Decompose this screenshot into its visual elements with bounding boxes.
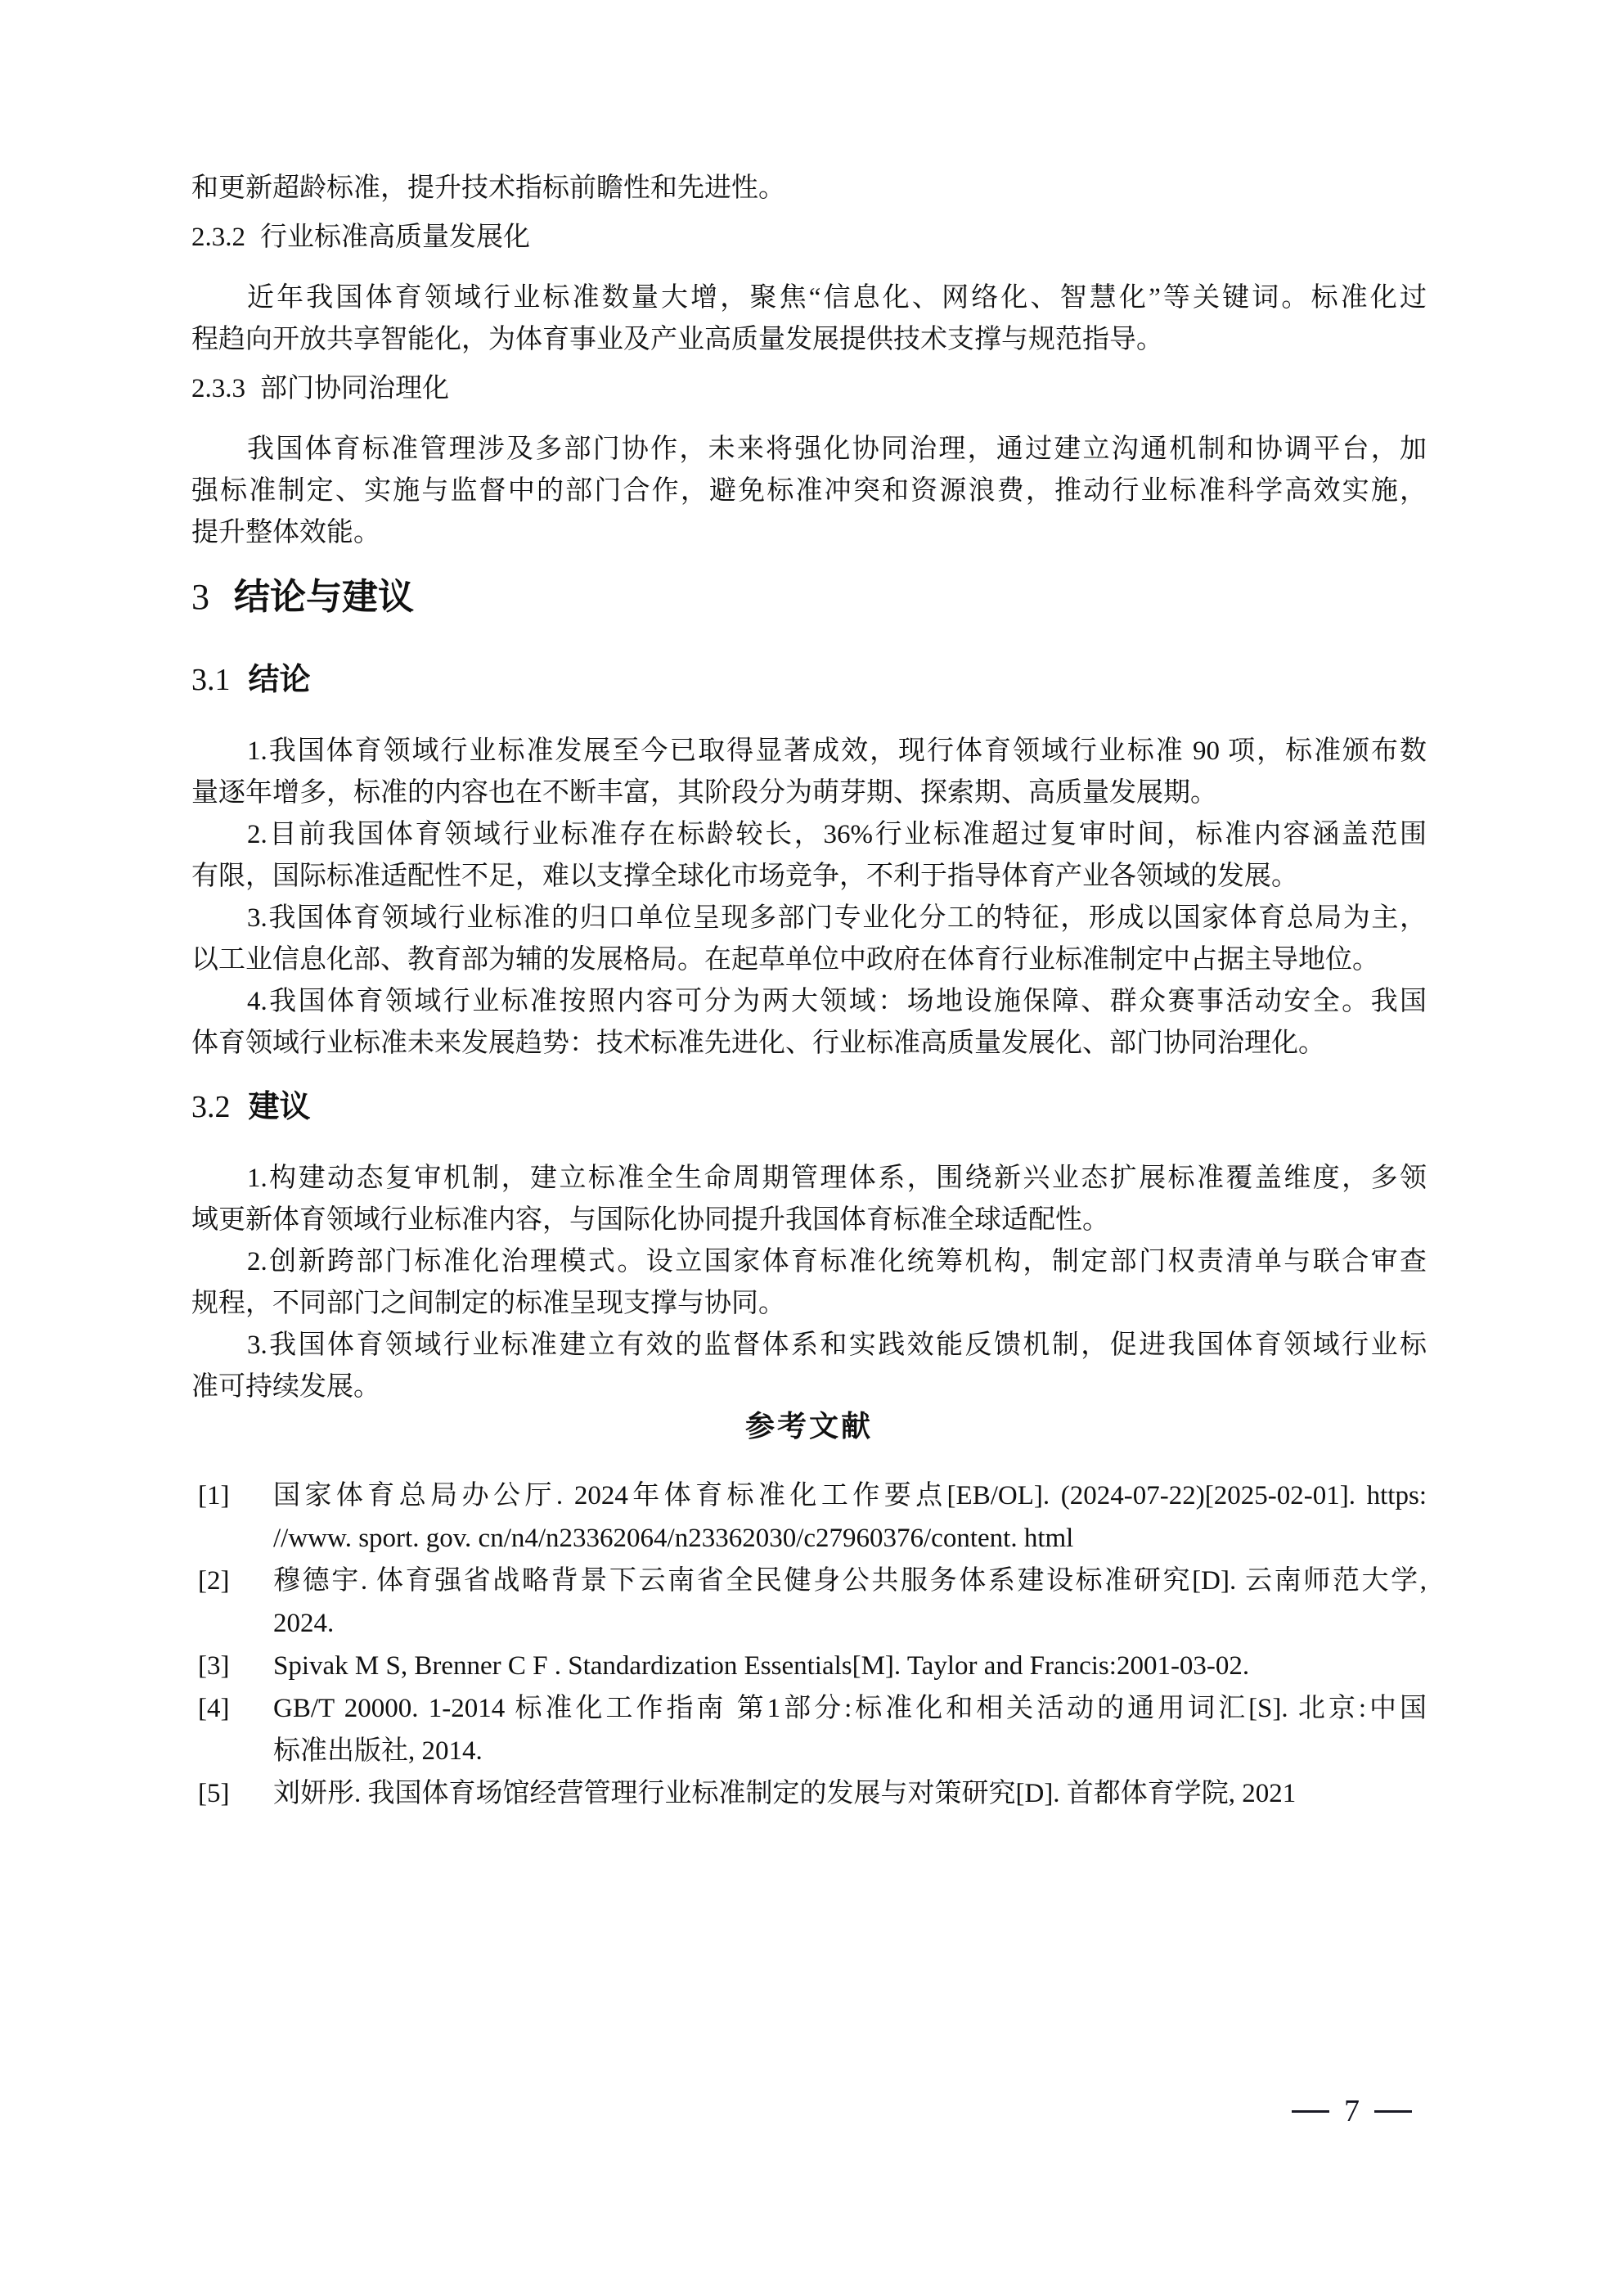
- conclusion-paragraph-2: [191, 814, 1427, 898]
- heading-title: 结论与建议: [234, 577, 414, 617]
- body-line: 有限，国际标准适配性不足，难以支撑全球化市场竞争，不利于指导体育产业各领域的发展。: [191, 862, 1298, 891]
- body-line: 2.目前我国体育领域行业标准存在标龄较长，36%行业标准超过复审时间，标准内容涵盖范围: [247, 820, 1427, 849]
- heading-number: 3.1: [191, 663, 231, 697]
- section-heading-3-1: [191, 660, 1427, 701]
- references-heading: 参考文献: [744, 1409, 873, 1443]
- reference-text: [273, 1645, 1427, 1687]
- chapter-heading-3: [191, 573, 1427, 622]
- reference-marker: [3]: [198, 1651, 230, 1681]
- reference-text: [273, 1772, 1427, 1815]
- reference-line: //www. sport. gov. cn/n4/n23362064/n23362030/c27960376/content. html: [273, 1524, 1074, 1553]
- reference-item-4: [191, 1687, 1427, 1772]
- page-number-value: 7: [1344, 2094, 1360, 2128]
- reference-text: [273, 1560, 1427, 1645]
- conclusion-paragraph-1: [191, 731, 1427, 814]
- body-line: 1.我国体育领域行业标准发展至今已取得显著成效，现行体育领域行业标准 90 项，标准颁布数: [247, 736, 1427, 766]
- body-line: 程趋向开放共享智能化，为体育事业及产业高质量发展提供技术支撑与规范指导。: [191, 325, 1163, 354]
- paragraph-2-3-3: [191, 429, 1427, 554]
- heading-number: 3: [191, 577, 209, 617]
- subsection-heading-2-3-3: [191, 368, 1427, 410]
- reference-marker: [5]: [198, 1779, 230, 1808]
- body-line: 4.我国体育领域行业标准按照内容可分为两大领域：场地设施保障、群众赛事活动安全。我国: [247, 987, 1427, 1016]
- body-line: 规程，不同部门之间制定的标准呈现支撑与协同。: [191, 1289, 785, 1318]
- heading-title: 建议: [248, 1090, 311, 1124]
- body-line: 3.我国体育领域行业标准建立有效的监督体系和实践效能反馈机制，促进我国体育领域行业标: [247, 1330, 1427, 1360]
- heading-title: 行业标准高质量发展化: [260, 223, 530, 252]
- reference-item-2: [191, 1560, 1427, 1645]
- body-line: 域更新体育领域行业标准内容，与国际化协同提升我国体育标准全球适配性。: [191, 1205, 1109, 1235]
- heading-number: 2.3.2: [191, 223, 245, 252]
- page-number-dash: [1374, 2110, 1412, 2113]
- reference-item-1: [191, 1474, 1427, 1560]
- paragraph-2-3-2: [191, 277, 1427, 361]
- reference-marker: [4]: [198, 1694, 230, 1723]
- reference-line: 标准出版社, 2014.: [273, 1736, 483, 1766]
- reference-text: [273, 1474, 1427, 1560]
- body-line: 准可持续发展。: [191, 1372, 380, 1402]
- reference-line: 国家体育总局办公厅. 2024年体育标准化工作要点[EB/OL]. (2024-07-22)[2025-02-01]. https:: [273, 1481, 1427, 1510]
- body-line: 量逐年增多，标准的内容也在不断丰富，其阶段分为萌芽期、探索期、高质量发展期。: [191, 778, 1217, 808]
- reference-item-5: [191, 1772, 1427, 1815]
- body-line: 提升整体效能。: [191, 518, 380, 547]
- body-line: 1.构建动态复审机制，建立标准全生命周期管理体系，围绕新兴业态扩展标准覆盖维度，多领: [247, 1164, 1427, 1193]
- paragraph-continuation: [191, 168, 1427, 209]
- reference-marker: [2]: [198, 1566, 230, 1596]
- heading-number: 2.3.3: [191, 374, 245, 403]
- heading-title: 部门协同治理化: [260, 374, 449, 403]
- references-list: [191, 1474, 1427, 1815]
- reference-marker: [1]: [198, 1481, 230, 1510]
- body-line: 强标准制定、实施与监督中的部门合作，避免标准冲突和资源浪费，推动行业标准科学高效实施，: [191, 476, 1427, 506]
- section-heading-3-2: [191, 1087, 1427, 1128]
- body-line: 2.创新跨部门标准化治理模式。设立国家体育标准化统筹机构，制定部门权责清单与联合审查: [247, 1247, 1427, 1276]
- subsection-heading-2-3-2: [191, 217, 1427, 259]
- page-number-dash: [1292, 2110, 1329, 2113]
- reference-line: 穆德宇. 体育强省战略背景下云南省全民健身公共服务体系建设标准研究[D]. 云南师范大学,: [273, 1566, 1427, 1596]
- heading-number: 3.2: [191, 1090, 231, 1124]
- body-line: 和更新超龄标准，提升技术指标前瞻性和先进性。: [191, 173, 785, 203]
- heading-title: 结论: [248, 663, 311, 697]
- reference-item-3: [191, 1645, 1427, 1687]
- reference-line: 刘妍彤. 我国体育场馆经营管理行业标准制定的发展与对策研究[D]. 首都体育学院, 2021: [273, 1779, 1297, 1808]
- body-line: 我国体育标准管理涉及多部门协作，未来将强化协同治理，通过建立沟通机制和协调平台，加: [247, 434, 1427, 464]
- body-line: 体育领域行业标准未来发展趋势：技术标准先进化、行业标准高质量发展化、部门协同治理化。: [191, 1029, 1325, 1058]
- reference-line: 2024.: [273, 1609, 335, 1638]
- page-number: [1277, 2091, 1427, 2131]
- reference-line: GB/T 20000. 1-2014 标准化工作指南 第1部分:标准化和相关活动的通用词汇[S]. 北京:中国: [273, 1694, 1427, 1723]
- conclusion-paragraph-3: [191, 898, 1427, 981]
- conclusion-paragraph-4: [191, 981, 1427, 1065]
- suggestion-paragraph-2: [191, 1241, 1427, 1325]
- body-line: 3.我国体育领域行业标准的归口单位呈现多部门专业化分工的特征，形成以国家体育总局为主，: [247, 903, 1427, 933]
- reference-text: [273, 1687, 1427, 1772]
- reference-line: Spivak M S, Brenner C F . Standardization Essentials[M]. Taylor and Francis:2001-03-02.: [273, 1651, 1250, 1681]
- body-line: 近年我国体育领域行业标准数量大增，聚焦“信息化、网络化、智慧化”等关键词。标准化过: [247, 283, 1427, 313]
- suggestion-paragraph-1: [191, 1158, 1427, 1241]
- suggestion-paragraph-3: [191, 1325, 1427, 1408]
- body-line: 以工业信息化部、教育部为辅的发展格局。在起草单位中政府在体育行业标准制定中占据主导地位。: [191, 945, 1379, 975]
